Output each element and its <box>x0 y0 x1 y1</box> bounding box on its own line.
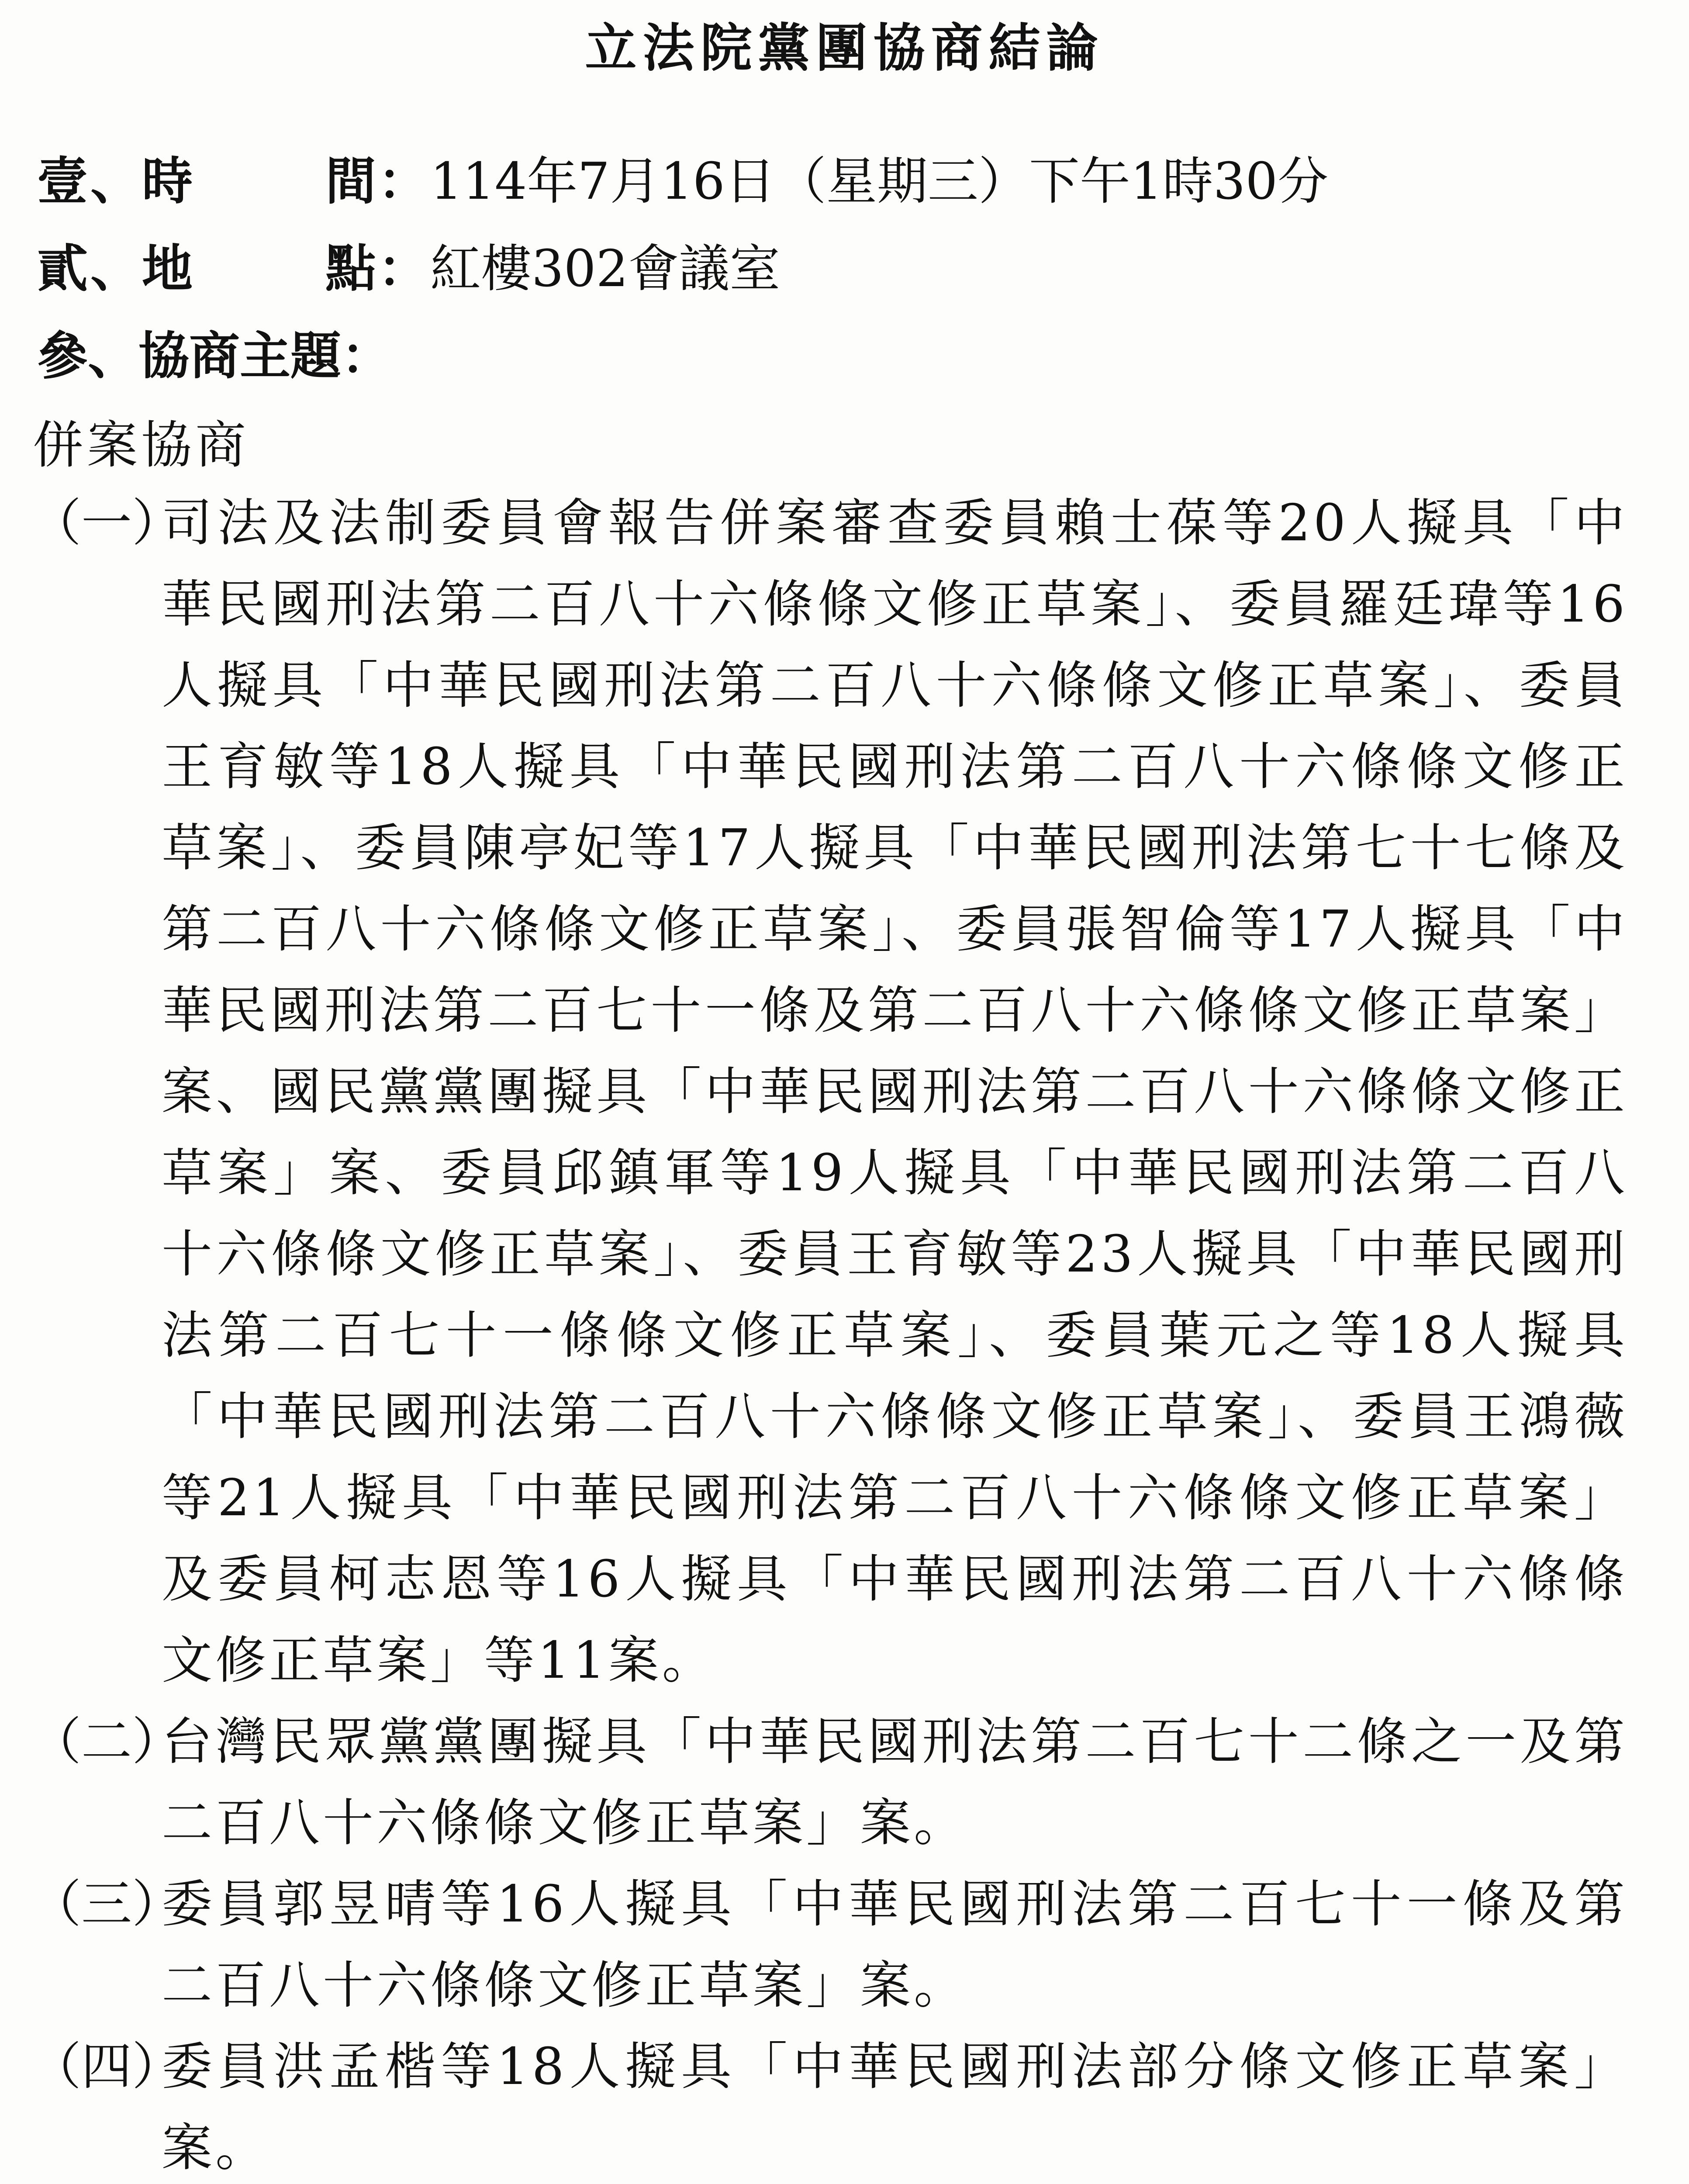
meta-place-colon: ： <box>378 239 428 298</box>
meta-place-label-char-2: 點 <box>325 239 376 298</box>
meta-place-number: 貳 <box>37 239 88 298</box>
meta-time-label-char-1: 時 <box>142 152 193 211</box>
meta-place-value: 紅樓302會議室 <box>430 239 781 298</box>
list-item <box>0 483 1689 1701</box>
list-item <box>0 2026 1689 2184</box>
meta-topic-label: 參、協商主題： <box>37 326 392 386</box>
meta-time-label <box>37 144 430 218</box>
intro-text: 併案協商 <box>33 416 249 475</box>
meta-time-number: 壹 <box>37 152 88 211</box>
item-text: 台灣民眾黨黨團擬具「中華民國刑法第二百七十二條之一及第二百八十六條條文修正草案」案。 <box>162 1712 1628 1852</box>
meta-time-separator: 、 <box>90 152 141 211</box>
item-list <box>0 483 1689 2184</box>
list-item <box>0 1701 1689 1864</box>
meta-time-row <box>37 144 1328 218</box>
item-number: （四） <box>31 2037 183 2096</box>
item-number: （三） <box>31 1875 183 1934</box>
meta-place-separator: 、 <box>90 239 141 298</box>
meta-time-value: 114年7月16日（星期三）下午1時30分 <box>430 152 1329 211</box>
meta-topic-row <box>37 319 392 393</box>
item-number: （一） <box>31 494 183 553</box>
document-title: 立法院黨團協商結論 <box>585 17 1104 78</box>
item-number: （二） <box>31 1712 183 1771</box>
meta-place-label-char-1: 地 <box>142 239 193 298</box>
item-text: 委員郭昱晴等16人擬具「中華民國刑法第二百七十一條及第二百八十六條條文修正草案」案。 <box>162 1875 1628 2015</box>
meta-time-colon: ： <box>378 152 428 211</box>
item-text: 委員洪孟楷等18人擬具「中華民國刑法部分條文修正草案」案。 <box>162 2037 1628 2177</box>
list-item <box>0 1864 1689 2026</box>
meta-time-label-char-2: 間 <box>325 152 376 211</box>
meta-place-row <box>37 232 780 306</box>
item-text: 司法及法制委員會報告併案審查委員賴士葆等20人擬具「中華民國刑法第二百八十六條條文修正草案」、委員羅廷瑋等16人擬具「中華民國刑法第二百八十六條條文修正草案」、委員王育敏等18人擬具「中華民國刑法第二百八十六條條文修正草案」、委員陳亭妃等17人擬具「中華民國刑法第七十七條及第二百八十六條條文修正草案」、委員張智倫等17人擬具「中華民國刑法第二百七十一條及第二百八十六條條文修正草案」案、國民黨黨團擬具「中華民國刑法第二百八十六條條文修正草案」案、委員邱鎮軍等19人擬具「中華民國刑法第二百八十六條條文修正草案」、委員王育敏等23人擬具「中華民國刑法第二百七十一條條文修正草案」、委員葉元之等18人擬具「中華民國刑法第二百八十六條條文修正草案」、委員王鴻薇等21人擬具「中華民國刑法第二百八十六條條文修正草案」及委員柯志恩等16人擬具「中華民國刑法第二百八十六條條文修正草案」等11案。 <box>162 494 1628 1690</box>
meta-place-label <box>37 232 430 306</box>
